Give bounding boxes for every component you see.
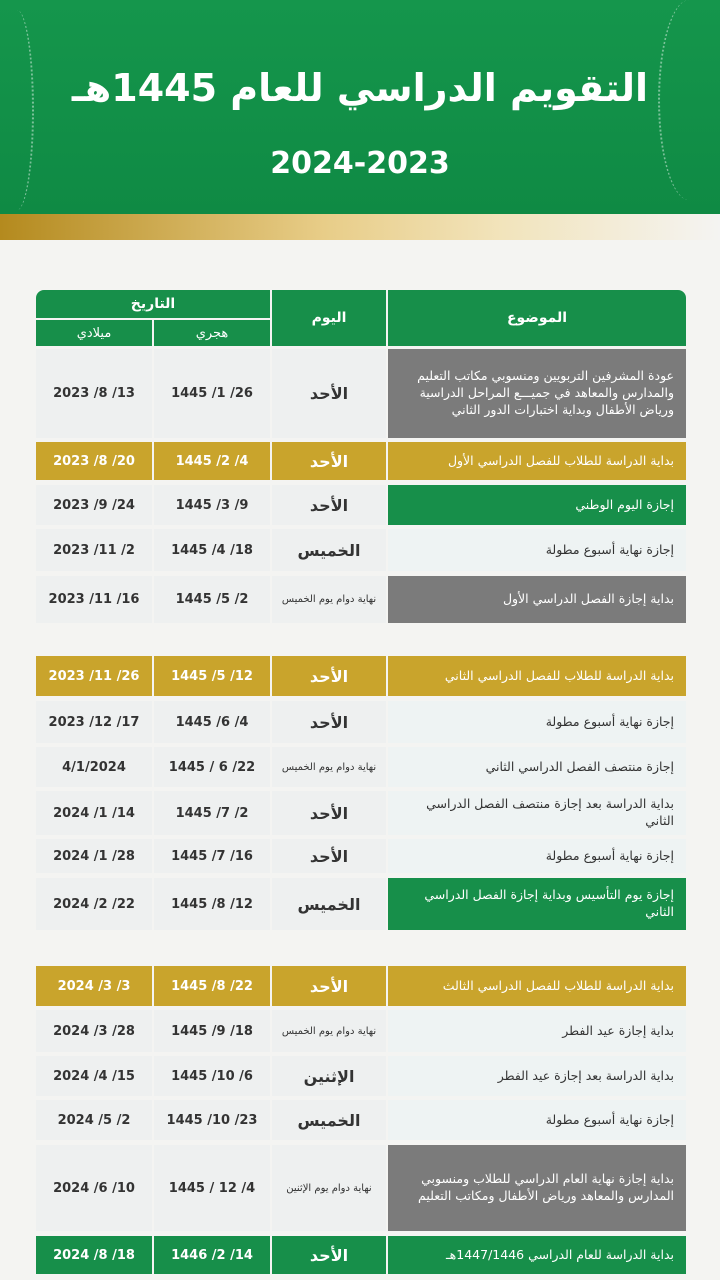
row-hijri: 2/ 5/ 1445 — [154, 576, 270, 623]
row-hijri: 4/ 2/ 1445 — [154, 442, 270, 480]
header-hijri: هجري — [154, 320, 270, 346]
table-row — [36, 1100, 686, 1140]
row-day: الأحد — [272, 701, 386, 743]
row-topic: بداية إجازة نهاية العام الدراسي للطلاب ومنسوبي المدارس والمعاهد ورياض الأطفال ومكاتب التعليم — [388, 1145, 686, 1231]
row-day: الأحد — [272, 656, 386, 696]
table-row — [36, 656, 686, 696]
header-banner — [0, 0, 720, 214]
table-row — [36, 485, 686, 525]
row-topic: بداية إجازة عيد الفطر — [388, 1010, 686, 1052]
row-gregorian: 22/ 2/ 2024 — [36, 878, 152, 930]
row-hijri: 18/ 9/ 1445 — [154, 1010, 270, 1052]
table-row — [36, 529, 686, 571]
row-hijri: 9/ 3/ 1445 — [154, 485, 270, 525]
table-row — [36, 839, 686, 873]
row-hijri: 12/ 5/ 1445 — [154, 656, 270, 696]
row-gregorian: 13/ 8/ 2023 — [36, 349, 152, 438]
row-hijri: 12/ 8/ 1445 — [154, 878, 270, 930]
row-hijri: 22/ 6 / 1445 — [154, 747, 270, 787]
row-gregorian: 4/1/2024 — [36, 747, 152, 787]
row-day: نهاية دوام يوم الخميس — [272, 1010, 386, 1052]
row-hijri: 22/ 8/ 1445 — [154, 966, 270, 1006]
row-topic: إجازة يوم التأسيس وبداية إجازة الفصل الدراسي الثاني — [388, 878, 686, 930]
row-topic: بداية الدراسة للطلاب للفصل الدراسي الأول — [388, 442, 686, 480]
header-day: اليوم — [272, 290, 386, 346]
table-row — [36, 747, 686, 787]
page-title: التقويم الدراسي للعام 1445هـ — [71, 66, 649, 110]
table-row — [36, 878, 686, 930]
row-day: الأحد — [272, 839, 386, 873]
row-gregorian: 20/ 8/ 2023 — [36, 442, 152, 480]
row-hijri: 23/ 10/ 1445 — [154, 1100, 270, 1140]
row-day: الأحد — [272, 791, 386, 835]
row-gregorian: 14/ 1/ 2024 — [36, 791, 152, 835]
table-row — [36, 1145, 686, 1231]
row-topic: عودة المشرفين التربويين ومنسوبي مكاتب التعليم والمدارس والمعاهد في جميـــع المراحل الدراسية ورياض الأطفال وبداية اختبارات الدور الثاني — [388, 349, 686, 438]
header-gregorian: ميلادي — [36, 320, 152, 346]
row-gregorian: 3/ 3/ 2024 — [36, 966, 152, 1006]
table-row — [36, 1010, 686, 1052]
row-topic: بداية الدراسة بعد إجازة عيد الفطر — [388, 1056, 686, 1096]
header-date: التاريخ — [36, 290, 270, 318]
row-topic: إجازة منتصف الفصل الدراسي الثاني — [388, 747, 686, 787]
row-gregorian: 28/ 1/ 2024 — [36, 839, 152, 873]
row-day: نهاية دوام يوم الإثنين — [272, 1145, 386, 1231]
row-hijri: 14/ 2/ 1446 — [154, 1236, 270, 1274]
row-topic: إجازة نهاية أسبوع مطولة — [388, 701, 686, 743]
row-topic: إجازة اليوم الوطني — [388, 485, 686, 525]
row-day: الخميس — [272, 529, 386, 571]
table-row — [36, 966, 686, 1006]
row-gregorian: 16/ 11/ 2023 — [36, 576, 152, 623]
row-topic: بداية الدراسة بعد إجازة منتصف الفصل الدراسي الثاني — [388, 791, 686, 835]
row-topic: بداية الدراسة للطلاب للفصل الدراسي الثاني — [388, 656, 686, 696]
row-gregorian: 15/ 4/ 2024 — [36, 1056, 152, 1096]
row-gregorian: 10/ 6/ 2024 — [36, 1145, 152, 1231]
table-row — [36, 576, 686, 623]
row-day: نهاية دوام يوم الخميس — [272, 747, 386, 787]
row-topic: إجازة نهاية أسبوع مطولة — [388, 1100, 686, 1140]
row-hijri: 4/ 12 / 1445 — [154, 1145, 270, 1231]
gold-divider-band — [0, 214, 720, 240]
row-gregorian: 18/ 8/ 2024 — [36, 1236, 152, 1274]
row-topic: بداية الدراسة للعام الدراسي 1447/1446هـ — [388, 1236, 686, 1274]
row-hijri: 4/ 6/ 1445 — [154, 701, 270, 743]
row-day: الإثنين — [272, 1056, 386, 1096]
table-header — [36, 290, 686, 346]
page-subtitle: 2024-2023 — [270, 146, 450, 181]
row-day: الأحد — [272, 349, 386, 438]
row-gregorian: 2/ 5/ 2024 — [36, 1100, 152, 1140]
row-day: الأحد — [272, 1236, 386, 1274]
row-hijri: 26/ 1/ 1445 — [154, 349, 270, 438]
row-hijri: 18/ 4/ 1445 — [154, 529, 270, 571]
row-day: الخميس — [272, 878, 386, 930]
row-day: الأحد — [272, 442, 386, 480]
row-day: الأحد — [272, 966, 386, 1006]
row-gregorian: 24/ 9/ 2023 — [36, 485, 152, 525]
row-gregorian: 2/ 11/ 2023 — [36, 529, 152, 571]
table-row — [36, 701, 686, 743]
table-row — [36, 1056, 686, 1096]
row-hijri: 16/ 7/ 1445 — [154, 839, 270, 873]
row-hijri: 2/ 7/ 1445 — [154, 791, 270, 835]
row-topic: إجازة نهاية أسبوع مطولة — [388, 529, 686, 571]
row-topic: بداية إجازة الفصل الدراسي الأول — [388, 576, 686, 623]
table-row — [36, 1236, 686, 1274]
row-hijri: 6/ 10/ 1445 — [154, 1056, 270, 1096]
row-day: الخميس — [272, 1100, 386, 1140]
table-row — [36, 442, 686, 480]
row-gregorian: 28/ 3/ 2024 — [36, 1010, 152, 1052]
table-row — [36, 791, 686, 835]
row-gregorian: 26/ 11/ 2023 — [36, 656, 152, 696]
table-row — [36, 349, 686, 438]
row-gregorian: 17/ 12/ 2023 — [36, 701, 152, 743]
header-topic: الموضوع — [388, 290, 686, 346]
row-day: نهاية دوام يوم الخميس — [272, 576, 386, 623]
row-day: الأحد — [272, 485, 386, 525]
row-topic: بداية الدراسة للطلاب للفصل الدراسي الثالث — [388, 966, 686, 1006]
row-topic: إجازة نهاية أسبوع مطولة — [388, 839, 686, 873]
